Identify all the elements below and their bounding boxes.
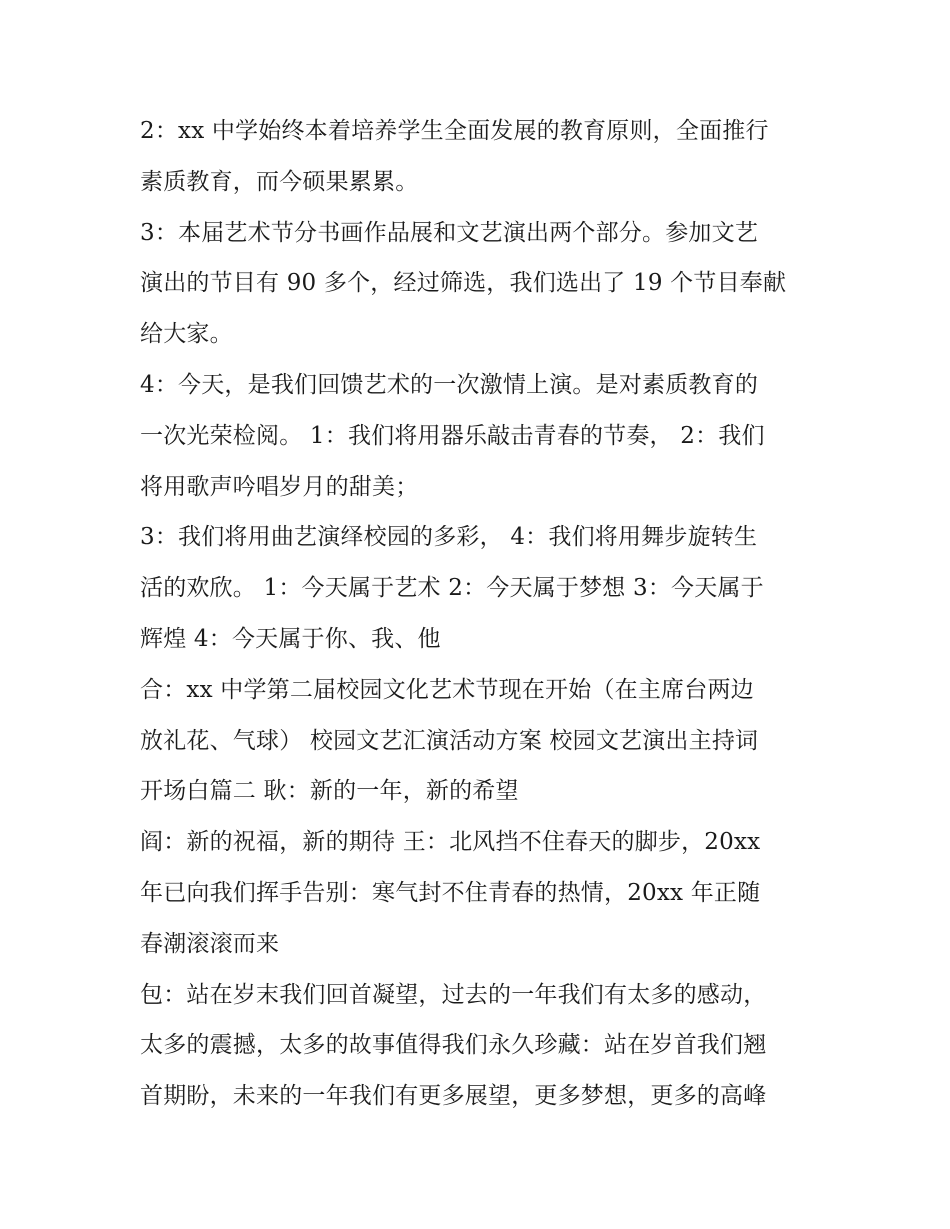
text-line: 演出的节目有 90 多个，经过筛选，我们选出了 19 个节目奉献 [140, 270, 787, 297]
text-line: 春潮滚滚而来 [140, 930, 280, 957]
text-line: 一次光荣检阅。 1：我们将用器乐敲击青春的节奏， 2：我们 [140, 422, 765, 449]
text-line: 活的欢欣。 1：今天属于艺术 2：今天属于梦想 3：今天属于 [140, 575, 764, 602]
text-line: 素质教育，而今硕果累累。 [140, 168, 419, 195]
text-line: 合：xx 中学第二届校园文化艺术节现在开始（在主席台两边 [140, 676, 754, 703]
text-line: 放礼花、气球） 校园文艺汇演活动方案 校园文艺演出主持词 [140, 727, 759, 754]
text-line: 给大家。 [140, 321, 233, 348]
text-line: 阎：新的祝福，新的期待 王：北风挡不住春天的脚步，20xx [140, 829, 761, 856]
text-line: 2：xx 中学始终本着培养学生全面发展的教育原则，全面推行 [140, 118, 769, 144]
text-line: 3：我们将用曲艺演绎校园的多彩， 4：我们将用舞步旋转生 [140, 524, 758, 551]
text-line: 辉煌 4：今天属于你、我、他 [140, 625, 441, 652]
text-line: 太多的震撼，太多的故事值得我们永久珍藏：站在岁首我们翘 [140, 1032, 767, 1059]
text-line: 开场白篇二 耿：新的一年，新的希望 [140, 778, 519, 805]
text-line: 将用歌声吟唱岁月的甜美； [140, 473, 419, 500]
document-body [140, 106, 820, 1122]
text-line: 年已向我们挥手告别：寒气封不住青春的热情，20xx 年正随 [140, 879, 761, 906]
text-line: 3：本届艺术节分书画作品展和文艺演出两个部分。参加文艺 [140, 219, 759, 246]
text-line: 4：今天，是我们回馈艺术的一次激情上演。是对素质教育的 [140, 371, 759, 398]
text-line: 首期盼，未来的一年我们有更多展望，更多梦想，更多的高峰 [140, 1083, 767, 1110]
text-line: 包：站在岁末我们回首凝望，过去的一年我们有太多的感动， [140, 981, 767, 1008]
